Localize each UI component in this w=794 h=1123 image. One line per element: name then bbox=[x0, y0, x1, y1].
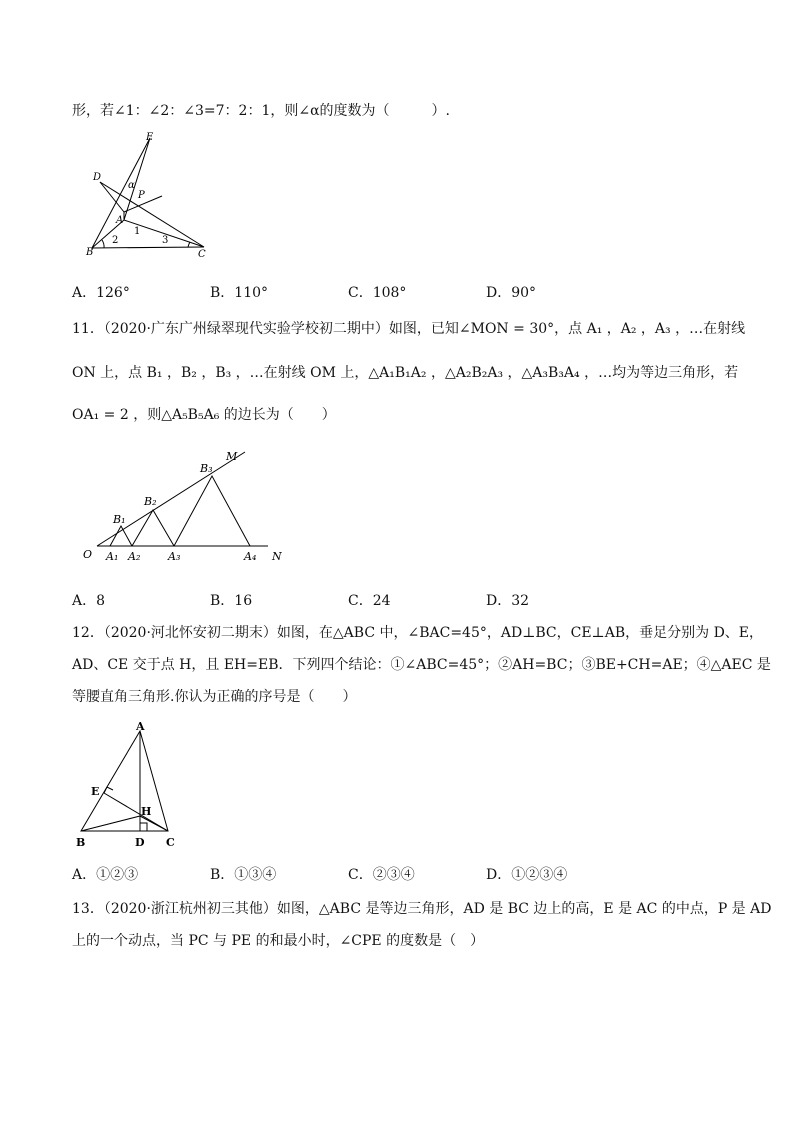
q12-option-d[interactable]: D．①②③④ bbox=[486, 867, 568, 883]
q11-label-A2: A₂ bbox=[128, 550, 141, 563]
q11-label-M: M bbox=[226, 450, 238, 463]
q10-option-c[interactable]: C．108° bbox=[348, 285, 407, 301]
q11-option-d[interactable]: D．32 bbox=[486, 593, 530, 609]
q12-option-a[interactable]: A．①②③ bbox=[72, 867, 139, 883]
q10-figure bbox=[82, 130, 222, 260]
q10-option-d[interactable]: D．90° bbox=[486, 285, 537, 301]
q11-stem-line-1: 11．（2020·广东广州绿翠现代实验学校初二期中）如图，已知∠MON = 30°，点 A₁ ，A₂ ，A₃ ，…在射线 bbox=[72, 321, 746, 337]
q10-stem: 形，若∠1：∠2：∠3=7：2：1，则∠α的度数为（ ）. bbox=[72, 103, 450, 119]
q11-label-A1: A₁ bbox=[106, 550, 119, 563]
q10-label-C: C bbox=[198, 249, 206, 260]
q11-option-a[interactable]: A．8 bbox=[72, 593, 106, 609]
q11-options bbox=[72, 590, 732, 610]
q12-label-A: A bbox=[136, 720, 145, 733]
q11-label-B1: B₁ bbox=[113, 513, 126, 526]
q12-label-B: B bbox=[76, 836, 86, 849]
q12-label-E: E bbox=[91, 785, 100, 798]
q12-figure bbox=[74, 718, 184, 848]
q11-label-A4: A₄ bbox=[244, 550, 257, 563]
q12-label-D: D bbox=[135, 836, 145, 849]
q11-label-B3: B₃ bbox=[200, 462, 213, 475]
q10-label-P: P bbox=[138, 190, 145, 201]
q11-option-c[interactable]: C．24 bbox=[348, 593, 391, 609]
q11-stem-line-3: OA₁ = 2 ，则△A₅B₅A₆ 的边长为（ ） bbox=[72, 407, 336, 423]
q13-stem-line-2: 上的一个动点，当 PC 与 PE 的和最小时，∠CPE 的度数是（ ） bbox=[72, 933, 485, 949]
q12-stem-line-3: 等腰直角三角形.你认为正确的序号是（ ） bbox=[72, 689, 357, 705]
q10-label-2: 2 bbox=[112, 235, 119, 246]
q10-label-alpha: α bbox=[128, 180, 135, 191]
q10-options bbox=[72, 282, 732, 302]
q12-option-c[interactable]: C．②③④ bbox=[348, 867, 415, 883]
q11-stem-line-2: ON 上，点 B₁ ，B₂ ，B₃ ，…在射线 OM 上，△A₁B₁A₂ ，△A₂B₂A₃ ，△A₃B₃A₄ ，…均为等边三角形，若 bbox=[72, 365, 739, 381]
q10-label-B: B bbox=[86, 247, 94, 258]
q12-options bbox=[72, 864, 732, 884]
q10-label-3: 3 bbox=[162, 235, 169, 246]
q12-stem-line-1: 12．（2020·河北怀安初二期末）如图，在△ABC 中，∠BAC=45°，AD⊥BC，CE⊥AB，垂足分别为 D、E， bbox=[72, 625, 764, 641]
q11-label-N: N bbox=[272, 550, 282, 563]
q10-option-a[interactable]: A．126° bbox=[72, 285, 130, 301]
q11-label-O: O bbox=[83, 548, 93, 561]
q10-label-D: D bbox=[93, 172, 102, 183]
q10-label-1: 1 bbox=[134, 226, 141, 237]
q10-option-b[interactable]: B．110° bbox=[210, 285, 269, 301]
q12-label-H: H bbox=[141, 805, 152, 818]
q11-label-B2: B₂ bbox=[144, 495, 157, 508]
q11-label-A3: A₃ bbox=[168, 550, 181, 563]
q10-label-E: E bbox=[146, 132, 154, 143]
q12-stem-line-2: AD、CE 交于点 H，且 EH=EB．下列四个结论：①∠ABC=45°；②AH=BC；③BE+CH=AE；④△AEC 是 bbox=[72, 657, 771, 673]
q13-stem-line-1: 13．（2020·浙江杭州初三其他）如图，△ABC 是等边三角形，AD 是 BC 边上的高，E 是 AC 的中点，P 是 AD bbox=[72, 901, 772, 917]
q11-option-b[interactable]: B．16 bbox=[210, 593, 253, 609]
q12-option-b[interactable]: B．①③④ bbox=[210, 867, 277, 883]
q12-label-C: C bbox=[166, 836, 175, 849]
q11-figure bbox=[80, 448, 280, 568]
q10-label-A: A bbox=[116, 215, 124, 226]
